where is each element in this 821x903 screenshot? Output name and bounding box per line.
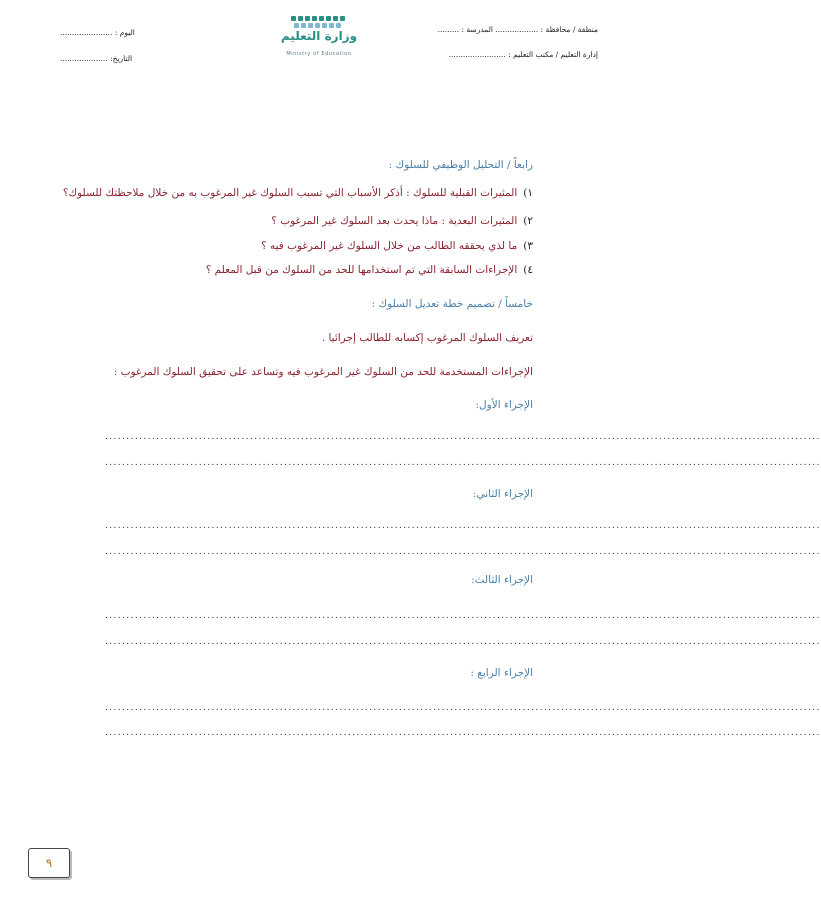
step-4-fill-line-1[interactable]: ........................................................................................................................................................................ (105, 703, 821, 713)
item-number: ٢) (523, 215, 533, 227)
step-4-fill-line-2[interactable]: ........................................................................................................................................................................ (105, 728, 821, 738)
ministry-logo-icon (287, 14, 351, 30)
step-3-label: الإجراء الثالث: (471, 574, 533, 586)
logo-english-text: Ministry of Education (286, 51, 352, 57)
procedures-line: الإجراءات المستخدمة للحد من السلوك غير المرغوب فيه وتساعد على تحقيق السلوك المرغوب : (113, 366, 533, 378)
step-1-fill-line-1[interactable]: ........................................................................................................................................................................ (105, 432, 821, 442)
section4-item-1 (63, 187, 533, 199)
step-2-fill-line-2[interactable]: ........................................................................................................................................................................ (105, 547, 821, 557)
item-text: الإجراءات السابقة التي تم استخدامها للحد من السلوك من قبل المعلم ؟ (205, 264, 518, 276)
definition-line: تعريف السلوك المرغوب إكسابه للطالب إجرائيا . (321, 332, 533, 344)
step-4-label: الإجراء الرابع : (470, 667, 533, 679)
ministry-logo (269, 14, 369, 64)
page-number-box (28, 848, 70, 878)
section4-title: رابعاً / التحليل الوظيفي للسلوك : (388, 159, 533, 171)
logo-arabic-text: وزارة التعليم (280, 29, 358, 43)
item-number: ١) (523, 187, 533, 199)
step-2-fill-line-1[interactable]: ........................................................................................................................................................................ (105, 521, 821, 531)
day-field: اليوم : ...................... (60, 28, 135, 37)
page-number: ٩ (45, 856, 53, 870)
section4-item-4 (206, 264, 533, 276)
date-field: التاريخ: .................... (60, 54, 133, 63)
step-3-fill-line-2[interactable]: ........................................................................................................................................................................ (105, 637, 821, 647)
item-text: ما لذي يحققه الطالب من خلال السلوك غير المرغوب فيه ؟ (261, 240, 518, 252)
item-number: ٤) (523, 264, 533, 276)
step-2-label: الإجراء الثاني: (472, 488, 533, 500)
item-number: ٣) (523, 240, 533, 252)
step-3-fill-line-1[interactable]: ........................................................................................................................................................................ (105, 611, 821, 621)
section4-item-3 (261, 240, 533, 252)
step-1-label: الإجراء الأول: (475, 399, 533, 411)
education-admin-field: إدارة التعليم / مكتب التعليم : ........................ (448, 50, 598, 59)
section5-title: خامساً / تصميم خطة تعديل السلوك : (371, 298, 533, 310)
step-1-fill-line-2[interactable]: ........................................................................................................................................................................ (105, 458, 821, 468)
item-text: المثيرات القبلية للسلوك : أذكر الأسباب التي تسبب السلوك غير المرغوب به من خلال ملاحظتك للسلوك؟ (62, 187, 518, 199)
item-text: المثيرات البعدية : ماذا يحدث بعد السلوك غير المرغوب ؟ (271, 215, 518, 227)
region-school-field: منطقة / محافظة : .................. المدرسة : ......... (437, 25, 598, 34)
section4-item-2 (271, 215, 533, 227)
